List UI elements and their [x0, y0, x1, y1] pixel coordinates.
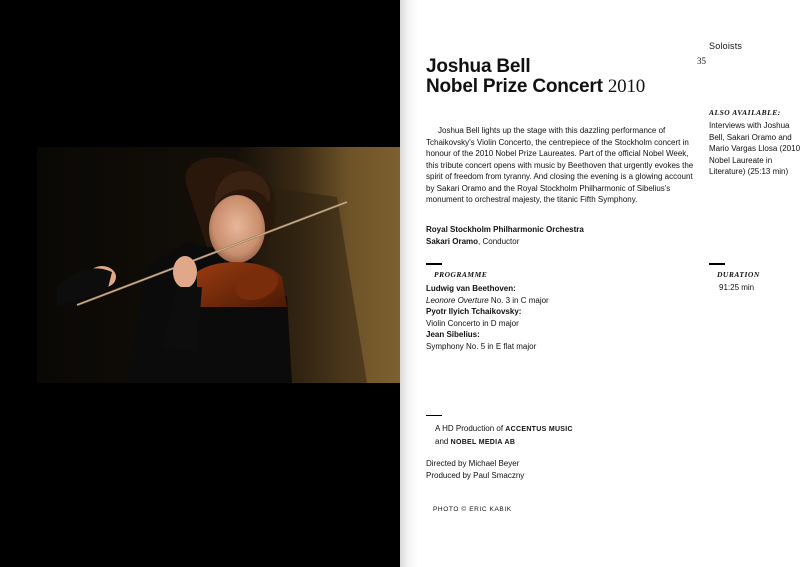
- duration-value: 91:25 min: [719, 283, 755, 292]
- production-line-2: [435, 436, 573, 449]
- orchestra-name: Royal Stockholm Philharmonic Orchestra: [426, 225, 584, 234]
- duration-label: DURATION: [717, 270, 760, 279]
- programme-composer-1: Ludwig van Beethoven:: [426, 284, 516, 293]
- title-concert: Nobel Prize Concert: [426, 76, 603, 97]
- production-and: and: [435, 437, 449, 446]
- page-title: [426, 57, 645, 97]
- title-line-2: [426, 77, 645, 97]
- production-prefix: A HD Production of: [435, 424, 504, 433]
- page-number: 35: [697, 56, 706, 66]
- credits: [426, 458, 524, 482]
- description: [426, 125, 696, 206]
- production-company-1: ACCENTUS MUSIC: [505, 426, 573, 433]
- violinist-photo-illustration: [37, 147, 400, 383]
- programme-work-1-key: No. 3 in C major: [488, 295, 549, 305]
- production-info: [435, 423, 573, 449]
- photo-credit: PHOTO © ERIC KABIK: [433, 506, 512, 513]
- conductor: [426, 236, 584, 248]
- duration-rule: [709, 263, 725, 265]
- programme-work-1: [426, 295, 549, 307]
- producer-credit: Produced by Paul Smaczny: [426, 471, 525, 480]
- programme-list: [426, 283, 549, 352]
- production-line-1: [435, 423, 573, 436]
- programme-composer-3: Jean Sibelius:: [426, 330, 480, 339]
- also-available-text: Interviews with Joshua Bell, Sakari Oramo and Mario Vargas Llosa (2010 Nobel Laureate in Literature) (25:13 min): [709, 121, 800, 176]
- description-text: Joshua Bell lights up the stage with this dazzling performance of Tchaikovsky's Violin Concerto, the centrepiece of the Stockholm concert in honour of the 2010 Nobel Prize Laureates. Part of the official Nobel Week, this tribute concert opens with music by Beethoven that urgently evokes the spirit of freedom from tyranny. And closing the evening is a glowing account by Sakari Oramo and the Royal Stockholm Philharmonic of Sibelius's monument to orchestral majesty, the titanic Fifth Symphony.: [426, 126, 694, 204]
- title-year: 2010: [607, 76, 646, 97]
- programme-rule: [426, 263, 442, 265]
- title-line-1: Joshua Bell: [426, 56, 531, 77]
- programme-label: PROGRAMME: [434, 270, 488, 279]
- production-company-2: NOBEL MEDIA AB: [450, 439, 516, 446]
- director-credit: Directed by Michael Beyer: [426, 459, 520, 468]
- also-available-label: ALSO AVAILABLE:: [709, 108, 781, 117]
- conductor-role: , Conductor: [478, 236, 520, 246]
- programme-work-3: Symphony No. 5 in E flat major: [426, 341, 537, 351]
- programme-work-2: Violin Concerto in D major: [426, 318, 519, 328]
- programme-work-1-title: Leonore Overture: [426, 295, 489, 305]
- performers: [426, 224, 584, 247]
- production-rule: [426, 415, 442, 416]
- conductor-name: Sakari Oramo: [426, 236, 479, 246]
- programme-composer-2: Pyotr Ilyich Tchaikovsky:: [426, 307, 522, 316]
- violinist-photo: [37, 147, 400, 383]
- section-label: Soloists: [709, 41, 743, 51]
